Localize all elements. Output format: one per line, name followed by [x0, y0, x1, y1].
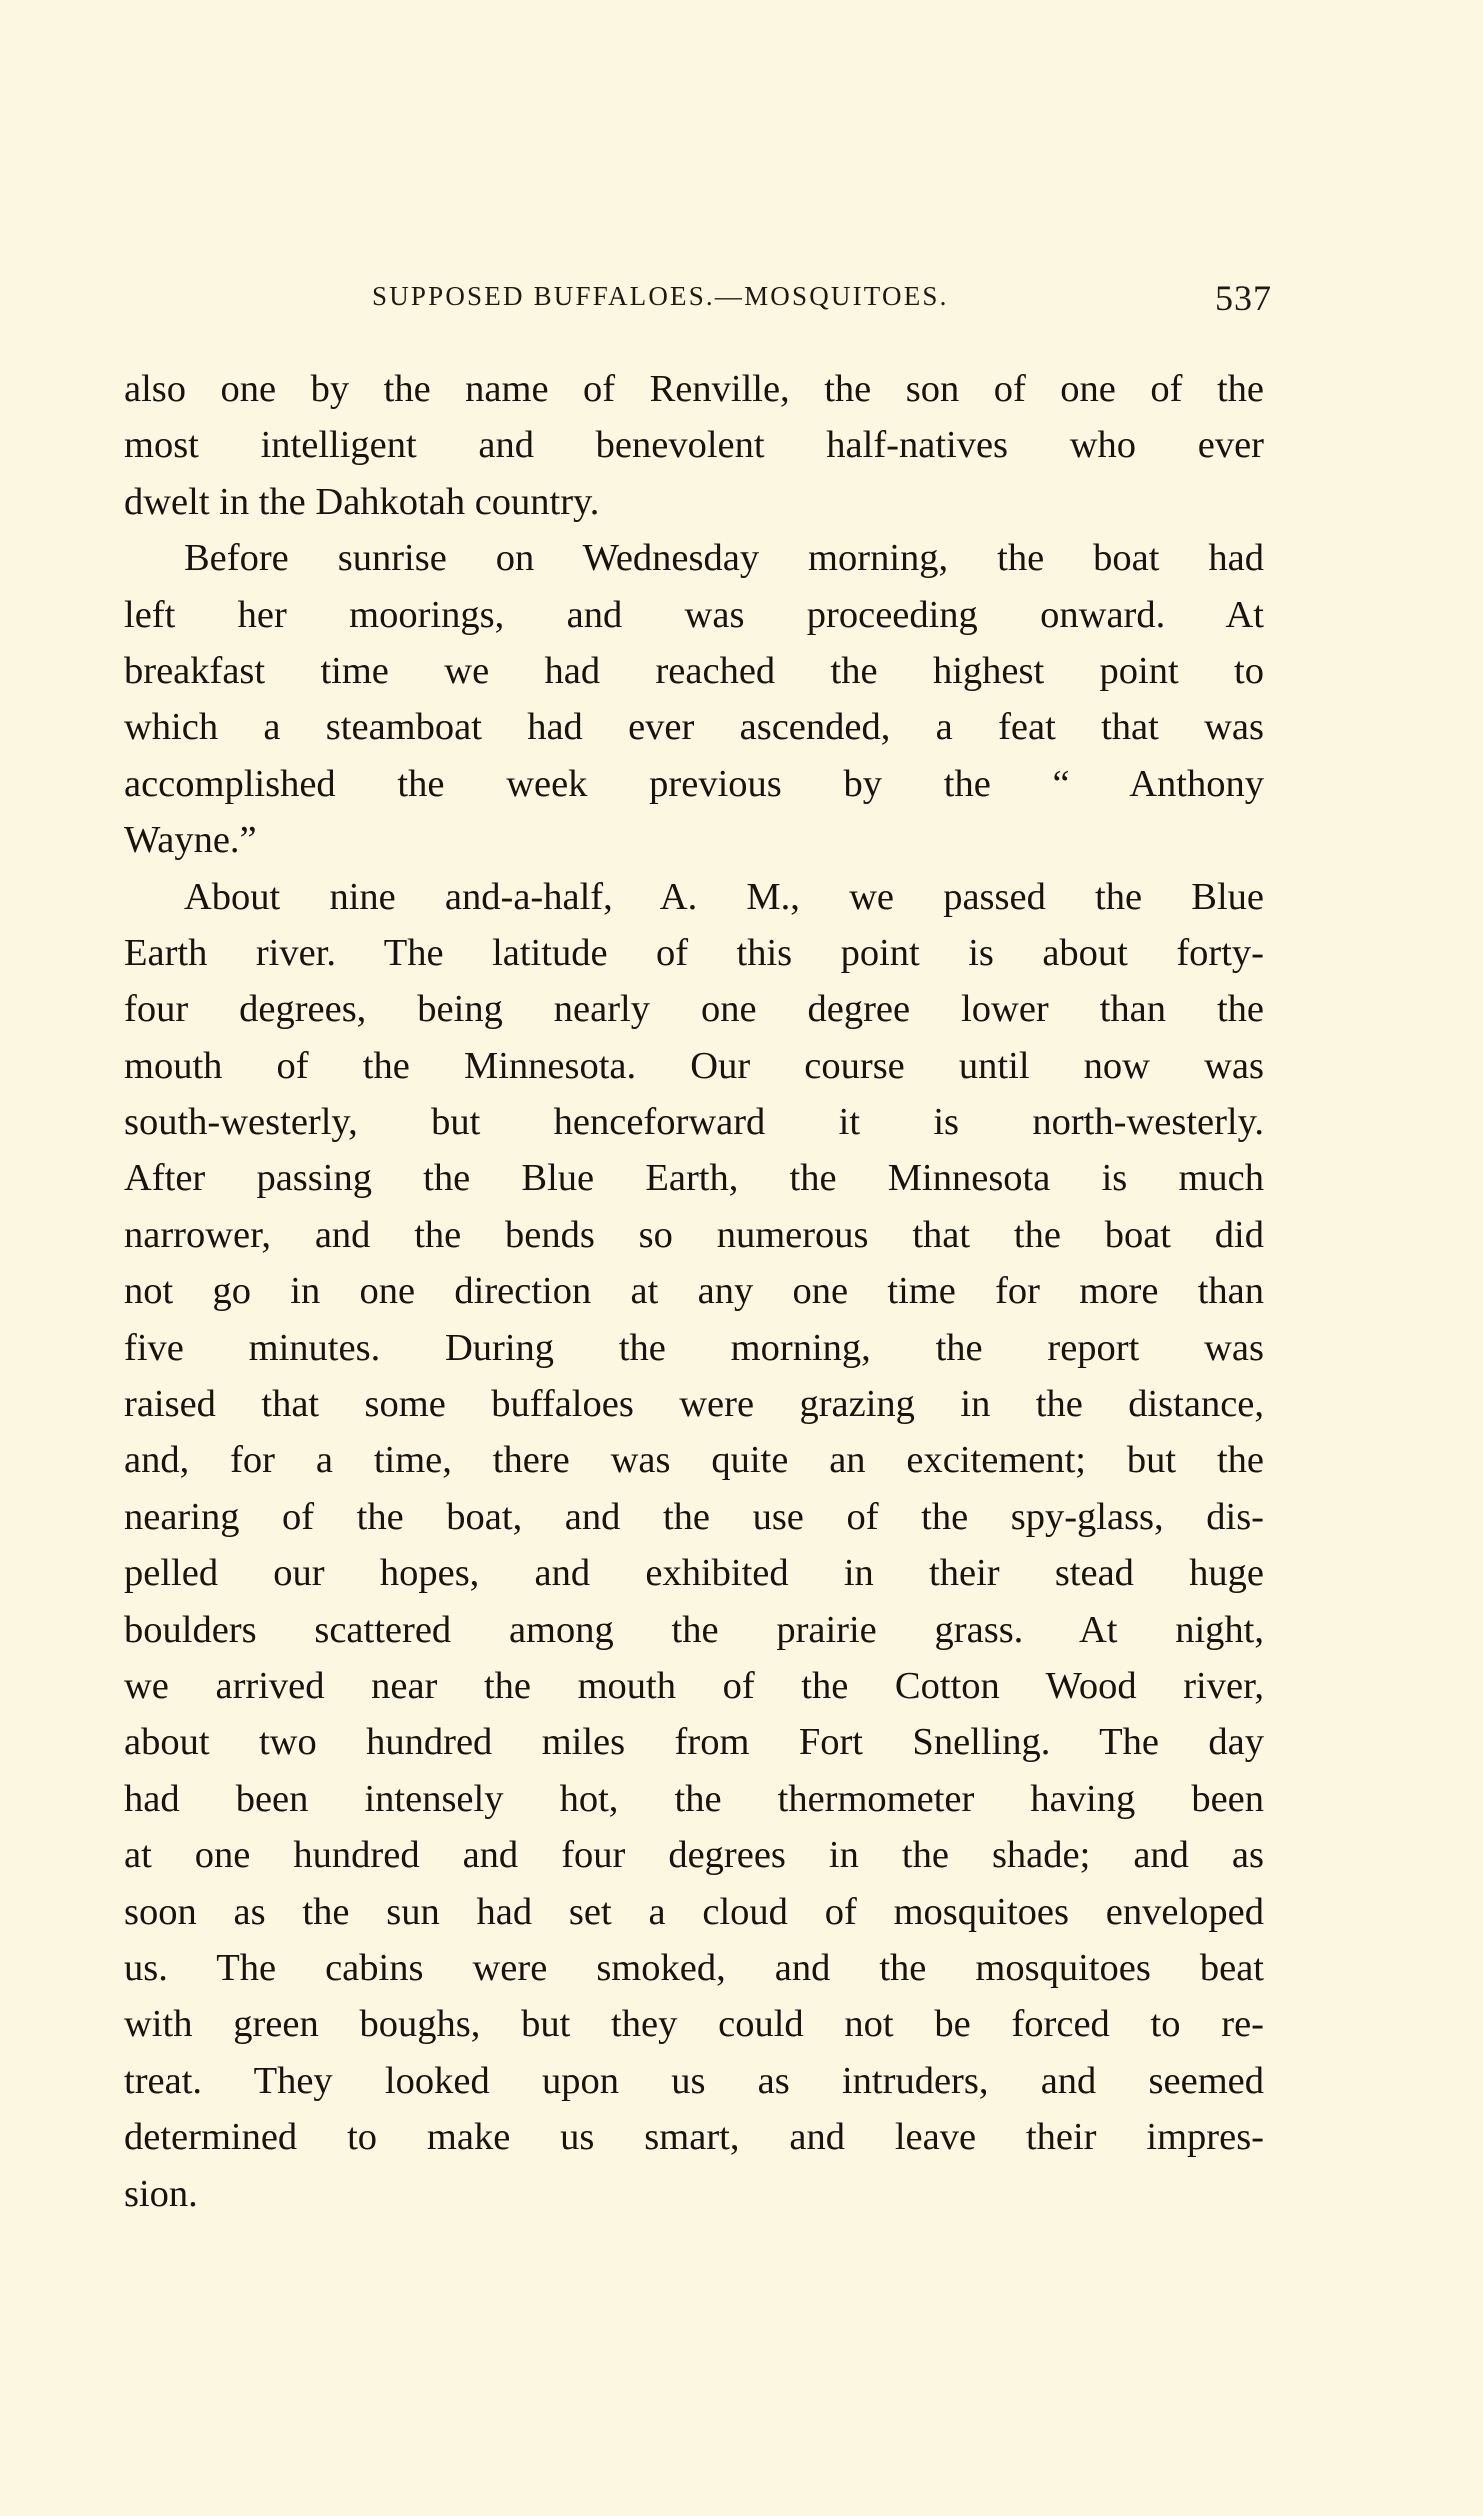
text-line: four degrees, being nearly one degree lower than the [124, 988, 1264, 1031]
text-line: which a steamboat had ever ascended, a feat that was [124, 706, 1264, 749]
text-line: After passing the Blue Earth, the Minnesota is much [124, 1157, 1264, 1200]
text-line: most intelligent and benevolent half-natives who ever [124, 424, 1264, 467]
text-line: narrower, and the bends so numerous that the boat did [124, 1213, 1264, 1256]
running-title: SUPPOSED BUFFALOES.—MOSQUITOES. [372, 281, 949, 311]
text-line: about two hundred miles from Fort Snelling. The day [124, 1721, 1264, 1764]
text-line: boulders scattered among the prairie grass. At night, [124, 1608, 1264, 1651]
text-line: not go in one direction at any one time for more than [124, 1270, 1264, 1313]
text-line: determined to make us smart, and leave their impres- [124, 2116, 1264, 2159]
text-line: we arrived near the mouth of the Cotton Wood river, [124, 1664, 1264, 1707]
text-line: also one by the name of Renville, the son of one of the [124, 368, 1264, 410]
text-line: nearing of the boat, and the use of the spy-glass, dis- [124, 1495, 1264, 1538]
text-line: and, for a time, there was quite an excitement; but the [124, 1439, 1264, 1482]
text-line: at one hundred and four degrees in the shade; and as [124, 1834, 1264, 1877]
text-line: mouth of the Minnesota. Our course until now was [124, 1044, 1264, 1087]
body-text [124, 361, 1264, 2222]
text-line: with green boughs, but they could not be forced to re- [124, 2003, 1264, 2046]
page-number: 537 [1215, 278, 1272, 318]
text-line: Earth river. The latitude of this point is about forty- [124, 931, 1264, 974]
text-line: soon as the sun had set a cloud of mosquitoes enveloped [124, 1890, 1264, 1933]
text-line: sion. [124, 2172, 198, 2215]
text-line: dwelt in the Dahkotah country. [124, 480, 600, 523]
text-line: accomplished the week previous by the “ Anthony [124, 762, 1264, 805]
text-line: had been intensely hot, the thermometer having been [124, 1777, 1264, 1820]
text-line: south-westerly, but henceforward it is north-westerly. [124, 1101, 1264, 1144]
text-line: five minutes. During the morning, the report was [124, 1326, 1264, 1369]
text-line: us. The cabins were smoked, and the mosquitoes beat [124, 1946, 1264, 1989]
text-line: breakfast time we had reached the highest point to [124, 649, 1264, 692]
text-line: About nine and-a-half, A. M., we passed the Blue [184, 875, 1264, 918]
text-line: pelled our hopes, and exhibited in their stead huge [124, 1552, 1264, 1595]
text-line: Wayne.” [124, 819, 257, 862]
text-line: treat. They looked upon us as intruders, and seemed [124, 2059, 1264, 2102]
running-head [122, 278, 1272, 331]
text-line: raised that some buffaloes were grazing in the distance, [124, 1383, 1264, 1426]
text-line: left her moorings, and was proceeding onward. At [124, 593, 1264, 636]
text-line: Before sunrise on Wednesday morning, the boat had [184, 537, 1264, 580]
